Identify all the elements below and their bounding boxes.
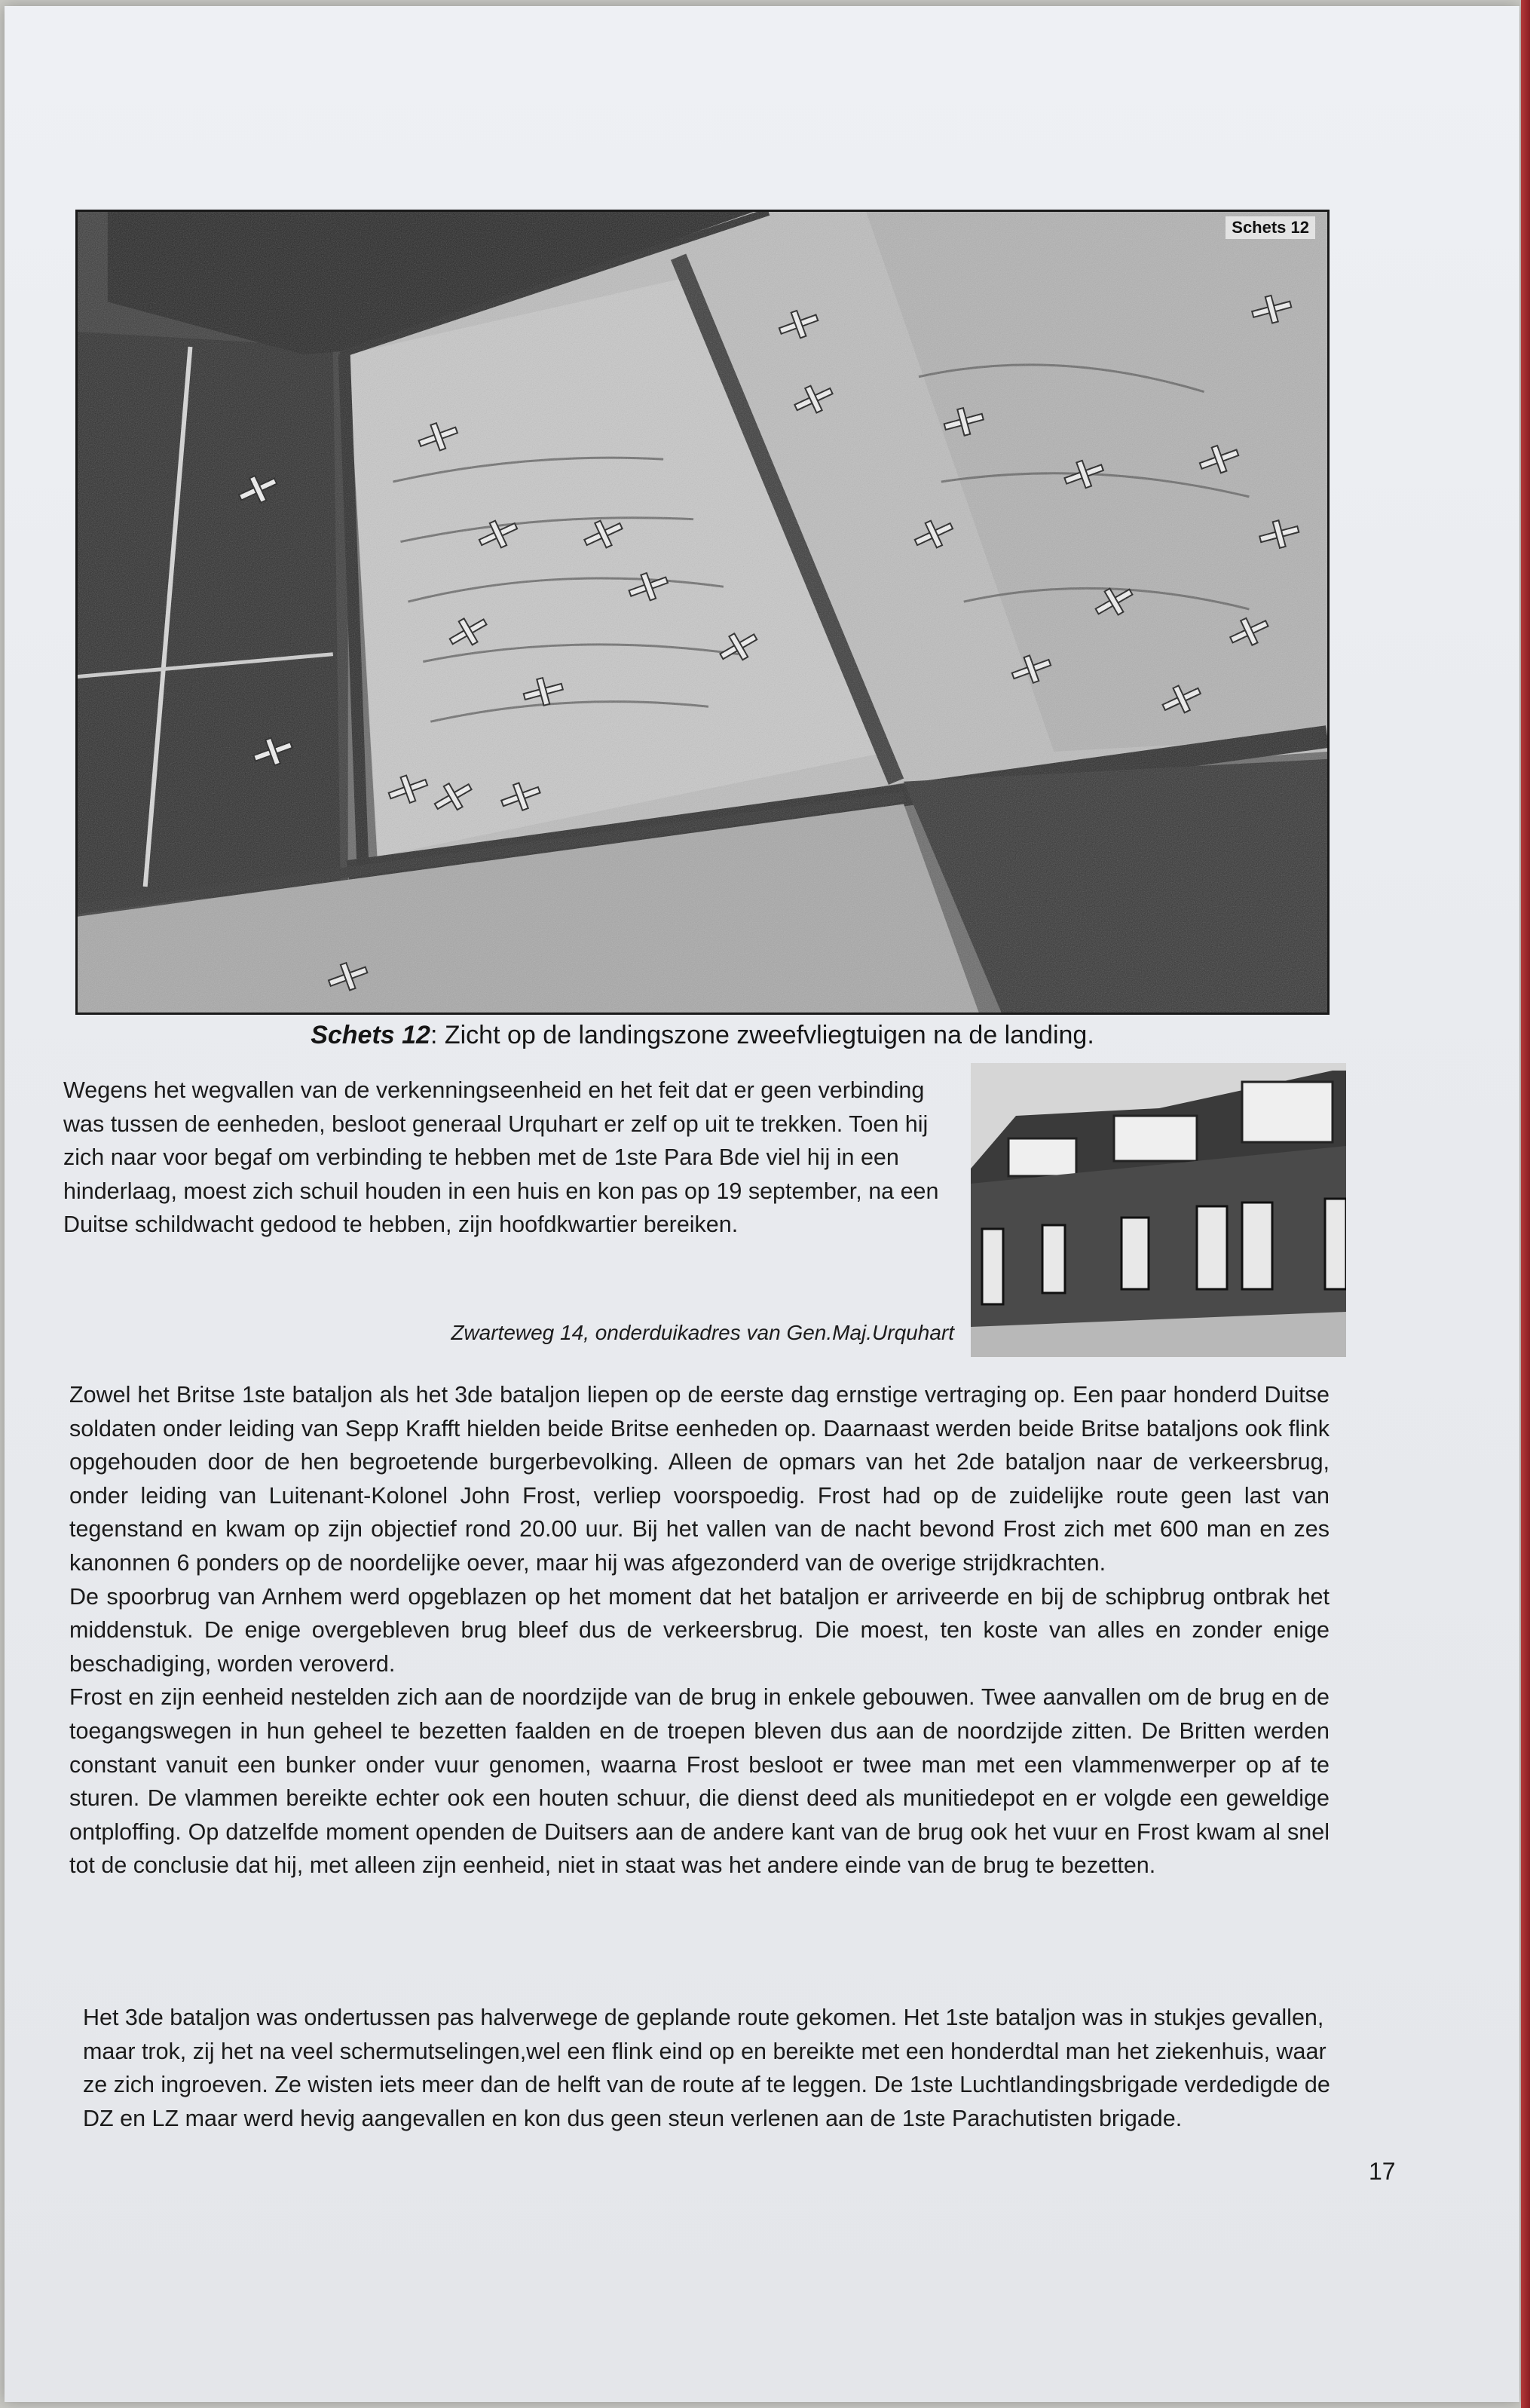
house-photo-caption: Zwarteweg 14, onderduikadres van Gen.Maj.Urquhart — [451, 1321, 954, 1344]
caption-label: Schets 12 — [311, 1021, 430, 1049]
paragraph-3de-bataljon: Het 3de bataljon was ondertussen pas halverwege de geplande route gekomen. Het 1ste bataljon was in stukjes gevallen, maar trok, zij het na veel schermutselingen,wel een flink eind op en bereikte met een honderdtal man het ziekenhuis, waar ze zich ingroeven. Ze wisten iets meer dan de helft van de route af te leggen. De 1ste Luchtlandingsbrigade verdedigde de DZ en LZ maar werd hevig aangevallen en kon dus geen steun verlenen aan de 1ste Parachutisten brigade. — [83, 2005, 1330, 2131]
figure-caption — [75, 1021, 1330, 1050]
figure-label: Schets 12 — [1226, 216, 1315, 239]
aerial-photo-landing-zone — [75, 210, 1330, 1015]
book-cover-edge — [1521, 0, 1530, 2408]
paragraph: De spoorbrug van Arnhem werd opgeblazen op het moment dat het bataljon er arriveerde en bij de schipbrug ontbrak het middenstuk. De enige overgebleven brug bleef dus de verkeersbrug. Die moest, ten koste van alles en zonder enige beschadiging, worden veroverd. — [69, 1583, 1330, 1677]
caption-text: : Zicht op de landingszone zweefvliegtuigen na de landing. — [430, 1021, 1094, 1049]
paragraph-urquhart: Wegens het wegvallen van de verkenningseenheid en het feit dat er geen verbinding was tussen de eenheden, besloot generaal Urquhart er zelf op uit te trekken. Toen hij zich naar voor begaf om verbinding te hebben met de 1ste Para Bde viel hij in een hinderlaag, moest zich schuil houden in een huis en kon pas op 19 september, na een Duitse schildwacht gedood te hebben, zijn hoofdkwartier bereiken. — [63, 1077, 939, 1238]
house-photo — [971, 1063, 1346, 1357]
main-text — [69, 1378, 1330, 1883]
page-number: 17 — [1369, 2158, 1396, 2185]
paragraph: Frost en zijn eenheid nestelden zich aan de noordzijde van de brug in enkele gebouwen. Twee aanvallen om de brug en de toegangswegen in hun geheel te bezetten faalden en de troepen bleven dus aan de noordzijde zitten. De Britten werden constant vanuit een bunker onder vuur genomen, waarna Frost besloot er twee man met een vlammenwerper op af te sturen. De vlammen bereikte echter ook een houten schuur, die dienst deed als munitiedepot en er volgde een geweldige ontploffing. Op datzelfde moment openden de Duitsers aan de andere kant van de brug ook het vuur en Frost kwam al snel tot de conclusie dat hij, met alleen zijn eenheid, niet in staat was het andere einde van de brug te bezetten. — [69, 1684, 1330, 1879]
paragraph: Zowel het Britse 1ste bataljon als het 3de bataljon liepen op de eerste dag ernstige vertraging op. Een paar honderd Duitse soldaten onder leiding van Sepp Krafft hielden beide Britse eenheden op. Daarnaast werden beide Britse bataljons ook flink opgehouden door de hen begroetende burgerbevolking. Alleen de opmars van het 2de bataljon naar de verkeersbrug, onder leiding van Luitenant-Kolonel John Frost, verliep voorspoedig. Frost had op de zuidelijke route geen last van tegenstand en kwam op zijn objectief rond 20.00 uur. Bij het vallen van de nacht bevond Frost zich met 600 man en zes kanonnen 6 ponders op de noordelijke oever, maar hij was afgezonderd van de overige strijdkrachten. — [69, 1382, 1330, 1576]
